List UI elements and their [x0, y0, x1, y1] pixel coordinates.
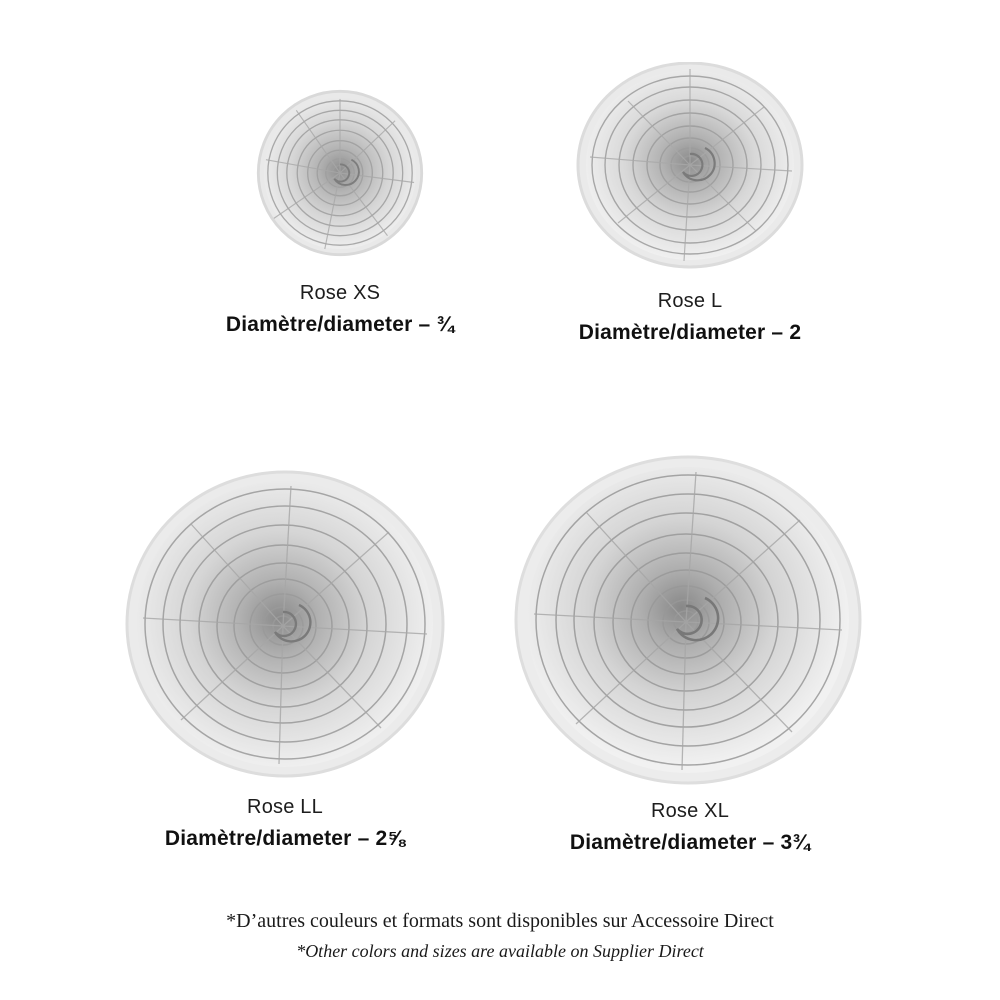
- rose-dimension-l: Diamètre/diameter – 2: [578, 321, 802, 344]
- rose-size-item-l: [470, 62, 910, 345]
- rose-dimension-xl: Diamètre/diameter – 3¾: [569, 831, 811, 854]
- rose-bloom-icon: [120, 466, 450, 786]
- rose-dimension-xs: Diamètre/diameter – ¾: [225, 313, 455, 336]
- rose-bloom-icon: [245, 78, 435, 268]
- rose-name-xs: Rose XS: [299, 282, 381, 304]
- rose-bloom-icon: [535, 62, 845, 272]
- footnote-french: *D’autres couleurs et formats sont disponibles sur Accessoire Direct: [226, 910, 774, 932]
- rose-name-xl: Rose XL: [650, 800, 730, 822]
- footnotes: [0, 910, 1000, 962]
- footnote-english: *Other colors and sizes are available on Supplier Direct: [296, 941, 704, 961]
- rose-name-ll: Rose LL: [247, 796, 323, 818]
- rose-size-item-xl: [470, 452, 910, 855]
- rose-dimension-ll: Diamètre/diameter – 2⅝: [164, 827, 406, 850]
- rose-size-item-ll: [70, 466, 500, 851]
- rose-name-l: Rose L: [657, 290, 723, 312]
- rose-bloom-icon: [510, 452, 870, 792]
